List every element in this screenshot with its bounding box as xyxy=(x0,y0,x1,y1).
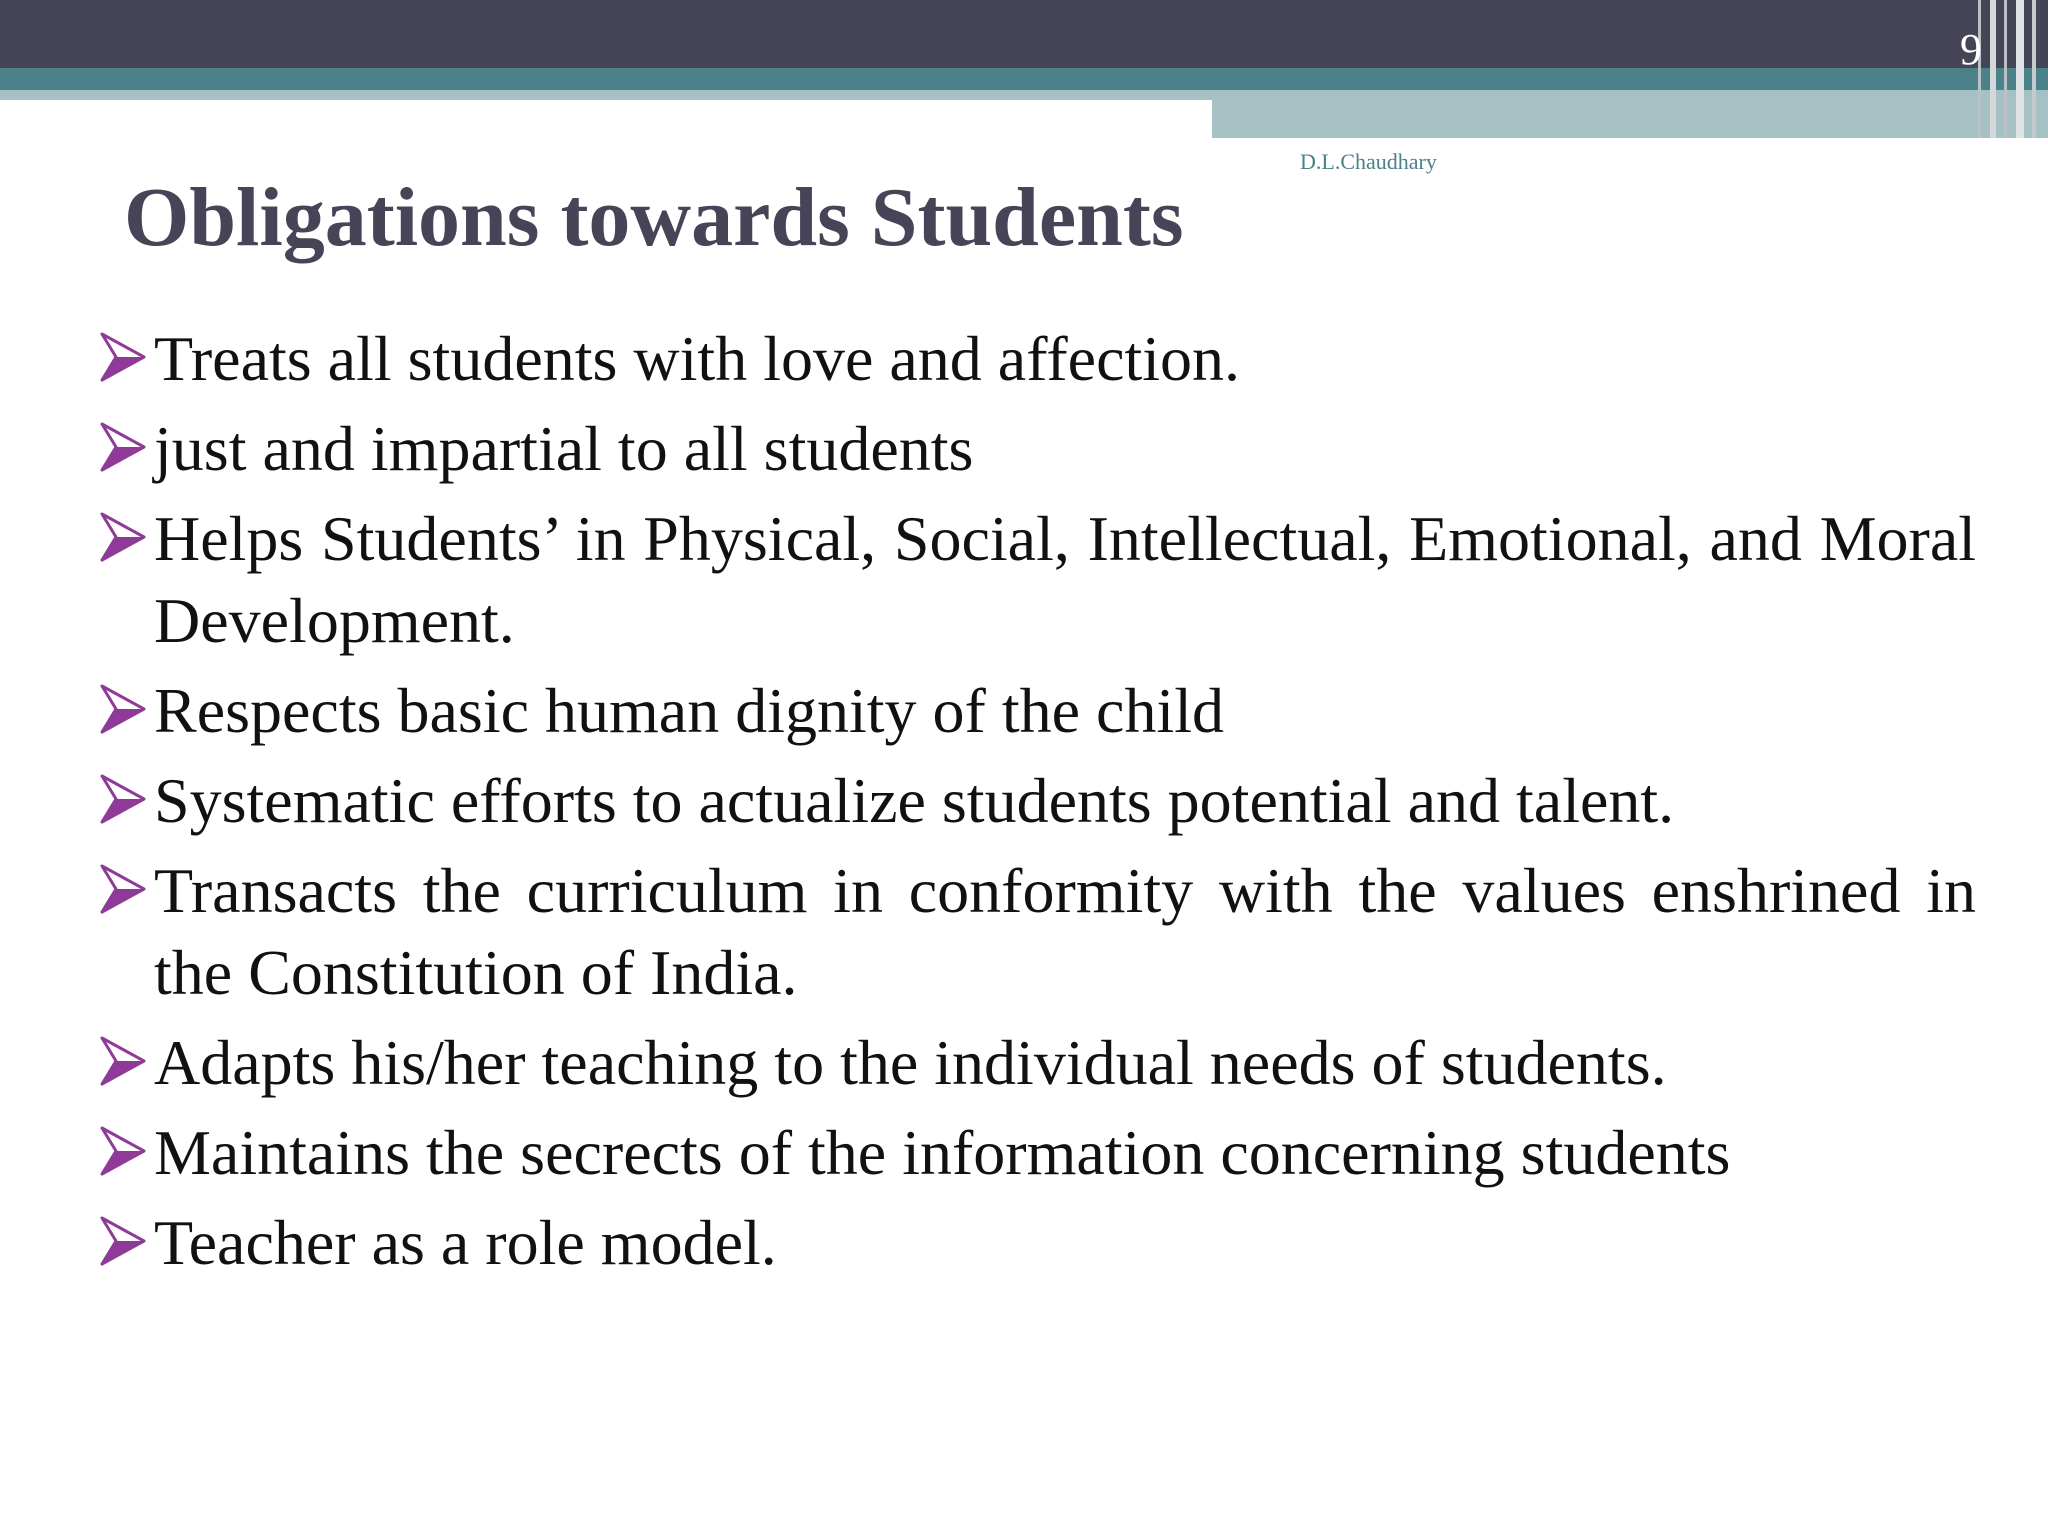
bullet-item xyxy=(100,318,1976,400)
bullet-item xyxy=(100,408,1976,490)
bullet-text: Helps Students’ in Physical, Social, Intellectual, Emotional, and Moral Development. xyxy=(154,503,1976,656)
arrowhead-bullet-icon xyxy=(100,422,146,472)
header-band-teal xyxy=(0,68,2048,90)
arrowhead-bullet-icon xyxy=(100,512,146,562)
bullet-item xyxy=(100,670,1976,752)
bullet-text: Treats all students with love and affection. xyxy=(154,323,1241,394)
bullet-item xyxy=(100,1202,1976,1284)
author-name: D.L.Chaudhary xyxy=(1300,149,1437,174)
header-stripe xyxy=(2004,0,2007,138)
bullet-list xyxy=(100,318,1976,1292)
header-band-light-right xyxy=(1212,90,2048,138)
bullet-item xyxy=(100,498,1976,662)
arrowhead-bullet-icon xyxy=(100,774,146,824)
arrowhead-bullet-icon xyxy=(100,332,146,382)
header-band-light-left xyxy=(0,90,1212,100)
header-stripe xyxy=(2016,0,2024,138)
bullet-item xyxy=(100,1022,1976,1104)
bullet-item xyxy=(100,760,1976,842)
arrowhead-bullet-icon xyxy=(100,684,146,734)
header-stripe xyxy=(2032,0,2036,138)
arrowhead-bullet-icon xyxy=(100,1216,146,1266)
bullet-item xyxy=(100,1112,1976,1194)
header-stripe xyxy=(1990,0,1996,138)
bullet-item xyxy=(100,850,1976,1014)
header-band-dark xyxy=(0,0,2048,68)
bullet-text: Teacher as a role model. xyxy=(154,1207,777,1278)
bullet-text: Transacts the curriculum in conformity with the values enshrined in the Constitution of India. xyxy=(154,855,1976,1008)
slide-number: 9 xyxy=(1960,25,1982,74)
slide-title: Obligations towards Students xyxy=(124,171,1184,264)
arrowhead-bullet-icon xyxy=(100,1036,146,1086)
bullet-text: Adapts his/her teaching to the individual needs of students. xyxy=(154,1027,1667,1098)
bullet-text: Maintains the secrects of the information concerning students xyxy=(154,1117,1731,1188)
arrowhead-bullet-icon xyxy=(100,864,146,914)
bullet-text: Respects basic human dignity of the child xyxy=(154,675,1224,746)
arrowhead-bullet-icon xyxy=(100,1126,146,1176)
bullet-text: just and impartial to all students xyxy=(154,413,974,484)
bullet-text: Systematic efforts to actualize students potential and talent. xyxy=(154,765,1675,836)
